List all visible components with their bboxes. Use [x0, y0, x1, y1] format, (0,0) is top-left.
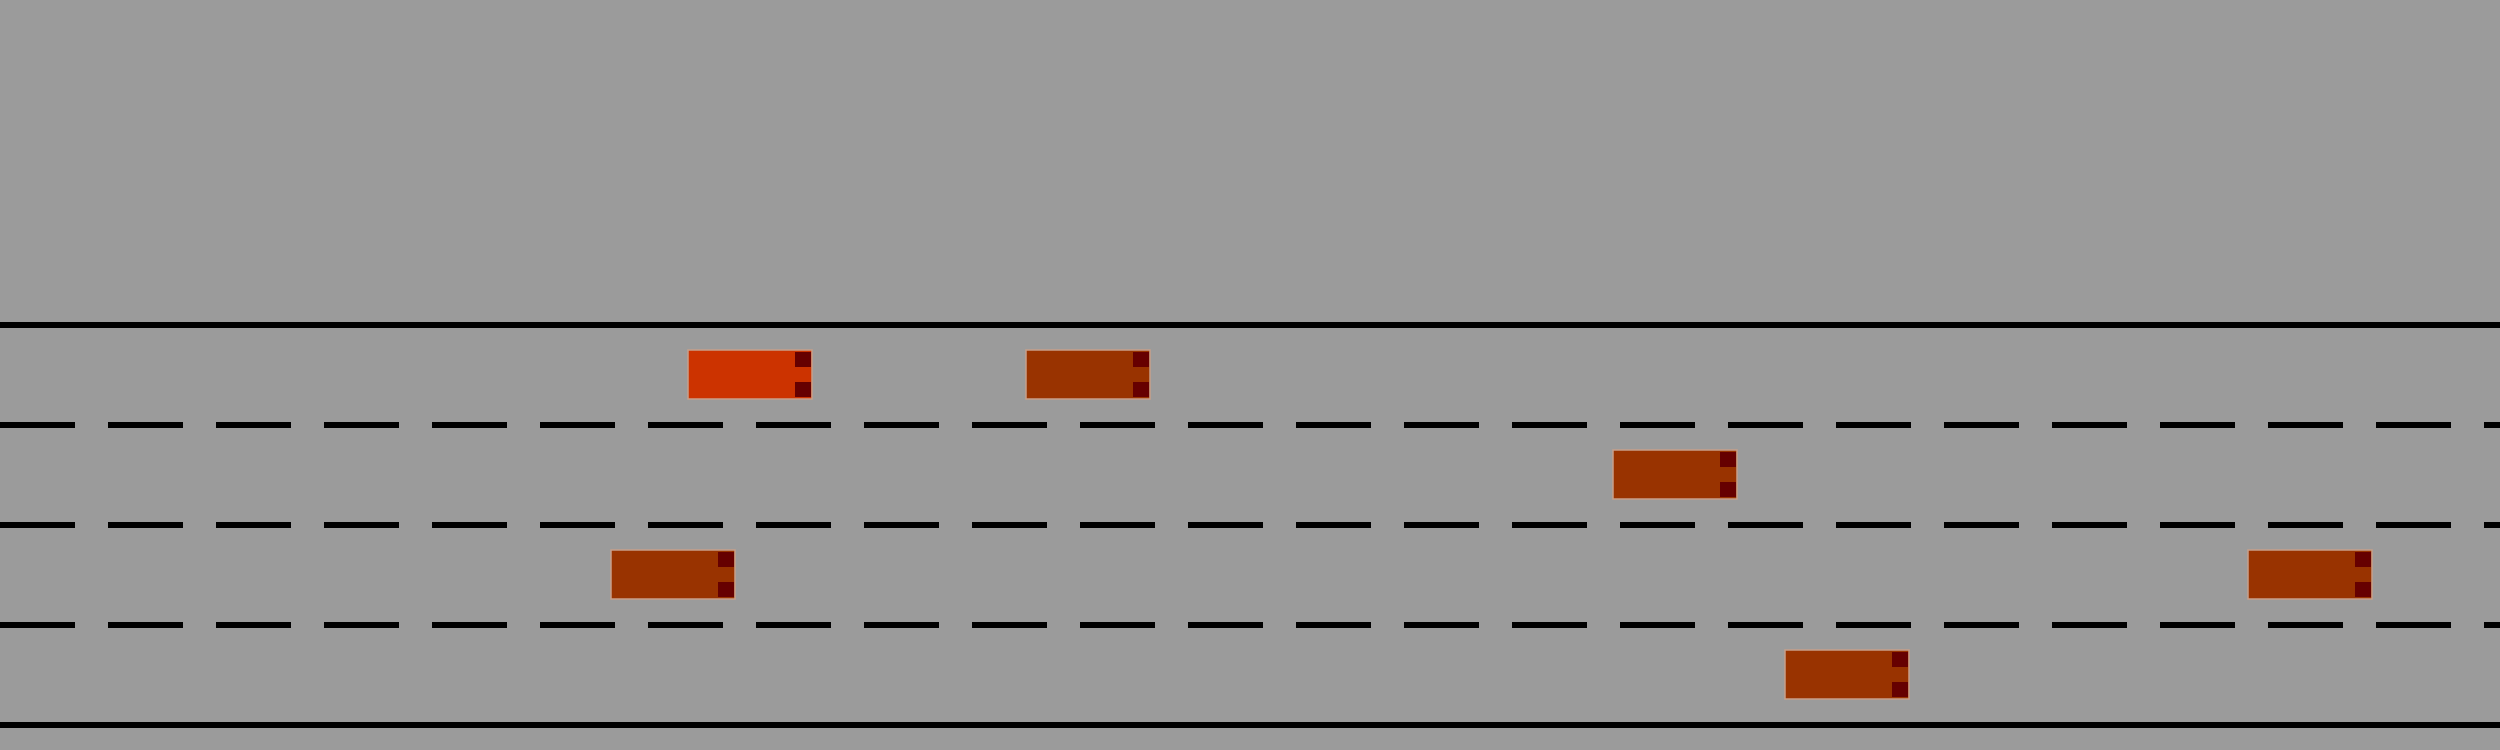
vehicle-body	[1785, 650, 1909, 699]
vehicle-light-right	[1720, 482, 1736, 497]
vehicle-body	[688, 350, 812, 399]
vehicle-light-left	[2355, 552, 2371, 567]
vehicle-light-right	[795, 382, 811, 397]
traffic-vehicle	[2248, 550, 2372, 599]
vehicle-light-left	[1133, 352, 1149, 367]
traffic-vehicle	[611, 550, 735, 599]
traffic-vehicle	[1613, 450, 1737, 499]
vehicle-body	[2248, 550, 2372, 599]
traffic-vehicle	[1785, 650, 1909, 699]
ego-vehicle	[688, 350, 812, 399]
vehicle-light-right	[1133, 382, 1149, 397]
vehicle-body	[1026, 350, 1150, 399]
vehicle-light-right	[718, 582, 734, 597]
vehicle-light-right	[1892, 682, 1908, 697]
vehicle-body	[611, 550, 735, 599]
traffic-vehicle	[1026, 350, 1150, 399]
vehicle-light-left	[1720, 452, 1736, 467]
vehicle-light-right	[2355, 582, 2371, 597]
vehicle-light-left	[795, 352, 811, 367]
vehicle-light-left	[1892, 652, 1908, 667]
vehicle-light-left	[718, 552, 734, 567]
vehicle-body	[1613, 450, 1737, 499]
